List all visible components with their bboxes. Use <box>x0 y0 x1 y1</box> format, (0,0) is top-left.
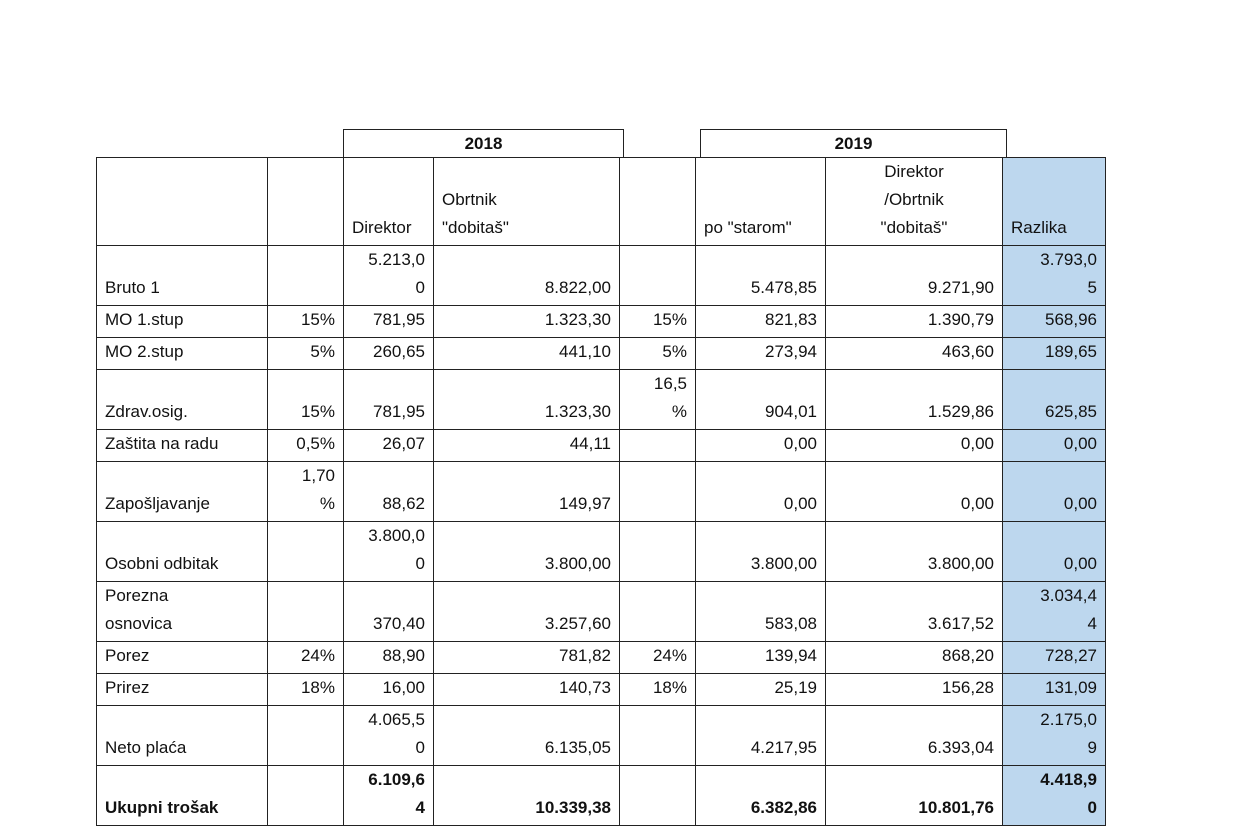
cell-rate2018 <box>268 246 344 306</box>
cell-rate2018: 0,5% <box>268 430 344 462</box>
header-direktor: Direktor <box>344 158 434 246</box>
cell-line: 16,00 <box>382 678 425 697</box>
salary-comparison-table <box>96 157 1106 826</box>
cell-rate2019 <box>620 522 696 582</box>
cell-direktor <box>344 430 434 462</box>
cell-dir-obrt: 3.800,00 <box>826 522 1003 582</box>
cell-po-starom: 3.800,00 <box>696 522 826 582</box>
cell-direktor <box>344 462 434 522</box>
cell-label: MO 2.stup <box>97 338 268 370</box>
header-dir-obrt-line3: "dobitaš" <box>880 218 948 237</box>
cell-razlika <box>1003 462 1106 522</box>
cell-rate2019 <box>620 430 696 462</box>
cell-razlika <box>1003 674 1106 706</box>
cell-dir-obrt: 9.271,90 <box>826 246 1003 306</box>
cell-label: Zdrav.osig. <box>97 370 268 430</box>
cell-rate2019 <box>620 462 696 522</box>
cell-po-starom: 821,83 <box>696 306 826 338</box>
cell-razlika <box>1003 370 1106 430</box>
cell-dir-obrt: 10.801,76 <box>826 766 1003 826</box>
cell-rate2018: 15% <box>268 370 344 430</box>
cell-rate2018: 5% <box>268 338 344 370</box>
cell-obrtnik: 1.323,30 <box>434 306 620 338</box>
cell-line: 260,65 <box>373 342 425 361</box>
table-row <box>97 674 1106 706</box>
cell-line: 5 <box>1087 278 1097 297</box>
cell-line: 1,70 <box>301 466 335 485</box>
cell-line: 568,96 <box>1045 310 1097 329</box>
cell-label: MO 1.stup <box>97 306 268 338</box>
cell-label: Bruto 1 <box>97 246 268 306</box>
cell-rate2019 <box>620 246 696 306</box>
year-2018-header: 2018 <box>343 129 624 157</box>
cell-line: 4 <box>415 798 425 817</box>
cell-rate2018 <box>268 766 344 826</box>
cell-po-starom: 5.478,85 <box>696 246 826 306</box>
cell-rate2018: 15% <box>268 306 344 338</box>
cell-razlika <box>1003 766 1106 826</box>
column-header-row <box>97 158 1106 246</box>
header-razlika: Razlika <box>1003 158 1106 246</box>
cell-obrtnik: 10.339,38 <box>434 766 620 826</box>
cell-label: Prirez <box>97 674 268 706</box>
cell-line: osnovica <box>105 614 173 633</box>
cell-po-starom: 904,01 <box>696 370 826 430</box>
table-row <box>97 766 1106 826</box>
cell-label: Porez <box>97 642 268 674</box>
cell-obrtnik: 44,11 <box>434 430 620 462</box>
cell-po-starom: 139,94 <box>696 642 826 674</box>
cell-po-starom: 25,19 <box>696 674 826 706</box>
cell-line: 0,00 <box>1063 554 1097 573</box>
cell-rate2019: 18% <box>620 674 696 706</box>
cell-rate2019 <box>620 766 696 826</box>
cell-razlika <box>1003 306 1106 338</box>
header-rate2019-blank <box>620 158 696 246</box>
cell-rate2019 <box>620 582 696 642</box>
cell-line: 625,85 <box>1045 402 1097 421</box>
cell-rate2018 <box>268 582 344 642</box>
cell-line: 88,62 <box>382 494 425 513</box>
cell-line: % <box>319 494 335 513</box>
cell-line: 0,00 <box>1063 434 1097 453</box>
cell-direktor <box>344 582 434 642</box>
cell-po-starom: 583,08 <box>696 582 826 642</box>
cell-dir-obrt: 156,28 <box>826 674 1003 706</box>
cell-line: 370,40 <box>373 614 425 633</box>
cell-direktor <box>344 642 434 674</box>
table-row <box>97 246 1106 306</box>
cell-direktor <box>344 674 434 706</box>
cell-dir-obrt: 868,20 <box>826 642 1003 674</box>
cell-line: 0 <box>1087 798 1097 817</box>
cell-razlika <box>1003 582 1106 642</box>
cell-razlika <box>1003 706 1106 766</box>
cell-dir-obrt: 3.617,52 <box>826 582 1003 642</box>
cell-line: % <box>671 402 687 421</box>
cell-line: 0 <box>415 554 425 573</box>
cell-line: 5.213,0 <box>368 250 425 269</box>
cell-obrtnik: 3.800,00 <box>434 522 620 582</box>
header-dir-obrt-line1: Direktor <box>884 162 944 181</box>
cell-rate2018 <box>268 462 344 522</box>
cell-dir-obrt: 6.393,04 <box>826 706 1003 766</box>
cell-line: 9 <box>1087 738 1097 757</box>
cell-obrtnik: 8.822,00 <box>434 246 620 306</box>
cell-obrtnik: 441,10 <box>434 338 620 370</box>
cell-direktor <box>344 370 434 430</box>
cell-rate2018: 24% <box>268 642 344 674</box>
cell-po-starom: 273,94 <box>696 338 826 370</box>
cell-label: Neto plaća <box>97 706 268 766</box>
cell-label: Zapošljavanje <box>97 462 268 522</box>
year-2019-header: 2019 <box>700 129 1007 157</box>
cell-line: 0 <box>415 738 425 757</box>
cell-obrtnik: 149,97 <box>434 462 620 522</box>
cell-label: Ukupni trošak <box>97 766 268 826</box>
cell-po-starom: 6.382,86 <box>696 766 826 826</box>
cell-line: 88,90 <box>382 646 425 665</box>
cell-obrtnik: 781,82 <box>434 642 620 674</box>
cell-obrtnik: 6.135,05 <box>434 706 620 766</box>
header-obrtnik-line1: Obrtnik <box>442 190 497 209</box>
cell-razlika <box>1003 246 1106 306</box>
cell-direktor <box>344 338 434 370</box>
cell-dir-obrt: 1.390,79 <box>826 306 1003 338</box>
cell-label <box>97 582 268 642</box>
cell-line: 3.800,0 <box>368 526 425 545</box>
cell-line: 16,5 <box>653 374 687 393</box>
header-label-blank <box>97 158 268 246</box>
cell-line: 781,95 <box>373 310 425 329</box>
cell-razlika <box>1003 338 1106 370</box>
cell-rate2019: 5% <box>620 338 696 370</box>
cell-line: 4.418,9 <box>1040 770 1097 789</box>
cell-dir-obrt: 0,00 <box>826 462 1003 522</box>
cell-obrtnik: 140,73 <box>434 674 620 706</box>
cell-direktor <box>344 766 434 826</box>
cell-razlika <box>1003 430 1106 462</box>
cell-line: 0,00 <box>1063 494 1097 513</box>
cell-line: 189,65 <box>1045 342 1097 361</box>
header-dir-obrt-line2: /Obrtnik <box>884 190 944 209</box>
cell-line: 3.793,0 <box>1040 250 1097 269</box>
header-rate2018-blank <box>268 158 344 246</box>
cell-label: Zaštita na radu <box>97 430 268 462</box>
cell-rate2019: 24% <box>620 642 696 674</box>
cell-dir-obrt: 1.529,86 <box>826 370 1003 430</box>
cell-rate2019: 15% <box>620 306 696 338</box>
cell-rate2018 <box>268 706 344 766</box>
cell-razlika <box>1003 642 1106 674</box>
cell-dir-obrt: 0,00 <box>826 430 1003 462</box>
table-row <box>97 370 1106 430</box>
table-row <box>97 522 1106 582</box>
cell-line: 728,27 <box>1045 646 1097 665</box>
cell-obrtnik: 1.323,30 <box>434 370 620 430</box>
table-row <box>97 338 1106 370</box>
table-row <box>97 306 1106 338</box>
cell-po-starom: 4.217,95 <box>696 706 826 766</box>
cell-line: 131,09 <box>1045 678 1097 697</box>
table-row <box>97 706 1106 766</box>
cell-rate2018 <box>268 522 344 582</box>
table-row <box>97 582 1106 642</box>
table-row <box>97 462 1106 522</box>
header-direktor-obrtnik <box>826 158 1003 246</box>
cell-direktor <box>344 246 434 306</box>
cell-direktor <box>344 306 434 338</box>
cell-line: 0 <box>415 278 425 297</box>
cell-obrtnik: 3.257,60 <box>434 582 620 642</box>
cell-rate2019 <box>620 370 696 430</box>
cell-line: 4.065,5 <box>368 710 425 729</box>
cell-rate2019 <box>620 706 696 766</box>
cell-line: 26,07 <box>382 434 425 453</box>
cell-line: 781,95 <box>373 402 425 421</box>
table-row <box>97 430 1106 462</box>
cell-line: 4 <box>1087 614 1097 633</box>
cell-direktor <box>344 522 434 582</box>
cell-line: 6.109,6 <box>368 770 425 789</box>
table-row <box>97 642 1106 674</box>
cell-line: 3.034,4 <box>1040 586 1097 605</box>
header-obrtnik <box>434 158 620 246</box>
cell-dir-obrt: 463,60 <box>826 338 1003 370</box>
cell-po-starom: 0,00 <box>696 462 826 522</box>
header-po-starom: po "starom" <box>696 158 826 246</box>
cell-line: Porezna <box>105 586 169 605</box>
cell-razlika <box>1003 522 1106 582</box>
cell-line: 2.175,0 <box>1040 710 1097 729</box>
cell-rate2018: 18% <box>268 674 344 706</box>
cell-po-starom: 0,00 <box>696 430 826 462</box>
header-obrtnik-line2: "dobitaš" <box>442 218 509 237</box>
cell-label: Osobni odbitak <box>97 522 268 582</box>
cell-direktor <box>344 706 434 766</box>
